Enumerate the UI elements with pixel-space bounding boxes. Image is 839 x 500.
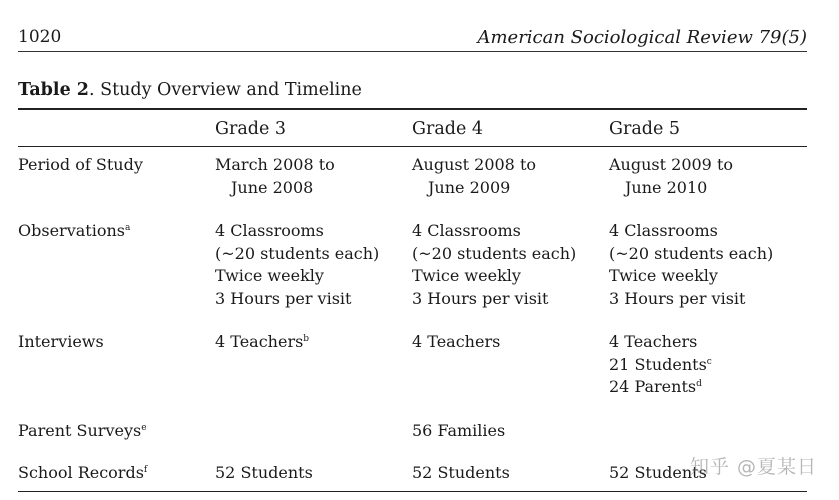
table-cell: 4 Teachers 21 Students$^c$ 24 Parents$^d$ bbox=[609, 332, 712, 396]
row-label-interviews: Interviews bbox=[18, 332, 104, 351]
row-label-parent-surveys: Parent Surveys$^e$ bbox=[18, 421, 147, 440]
table-cell: 56 Families bbox=[412, 421, 506, 440]
table-title: . Study Overview and Timeline bbox=[88, 80, 362, 100]
journal-title: American Sociological Review 79(5) bbox=[477, 27, 807, 48]
table-caption bbox=[18, 80, 362, 100]
table-cell: 52 Students bbox=[609, 463, 707, 482]
page-number: 1020 bbox=[18, 27, 62, 47]
watermark: 知乎 @夏某日 bbox=[689, 456, 817, 478]
table-bottom-rule bbox=[18, 491, 807, 492]
table-cell: August 2009 to June 2010 bbox=[609, 155, 733, 197]
table-cell: August 2008 to June 2009 bbox=[412, 155, 536, 197]
header-rule bbox=[18, 51, 807, 52]
column-header-grade-4: Grade 4 bbox=[412, 119, 484, 139]
footnote-marker: c bbox=[706, 356, 712, 367]
table-cell: 4 Classrooms (~20 students each) Twice weekly 3 Hours per visit bbox=[609, 221, 774, 308]
header-bottom-rule bbox=[18, 146, 807, 147]
table-label: Table 2 bbox=[18, 80, 89, 100]
row-label-observations: Observations$^a$ bbox=[18, 221, 131, 240]
table-cell: March 2008 to June 2008 bbox=[215, 155, 335, 197]
footnote-marker: d bbox=[696, 379, 702, 389]
row-label-period-of-study: Period of Study bbox=[18, 155, 143, 174]
table-cell: 4 Teachers bbox=[412, 332, 501, 351]
table-cell: 52 Students bbox=[412, 463, 510, 482]
table-cell: 4 Classrooms (~20 students each) Twice weekly 3 Hours per visit bbox=[215, 221, 380, 308]
table-cell: 4 Teachers$^b$ bbox=[215, 332, 310, 351]
table-cell: 4 Classrooms (~20 students each) Twice weekly 3 Hours per visit bbox=[412, 221, 577, 308]
column-header-grade-3: Grade 3 bbox=[215, 119, 287, 139]
row-label-school-records: School Records$^f$ bbox=[18, 463, 148, 482]
column-header-grade-5: Grade 5 bbox=[609, 119, 681, 139]
table-top-rule bbox=[18, 108, 807, 110]
footnote-marker: a bbox=[124, 223, 131, 233]
table-cell: 52 Students bbox=[215, 463, 313, 482]
footnote-marker: e bbox=[141, 423, 147, 433]
footnote-marker: b bbox=[303, 334, 310, 344]
footnote-marker: f bbox=[143, 465, 148, 475]
